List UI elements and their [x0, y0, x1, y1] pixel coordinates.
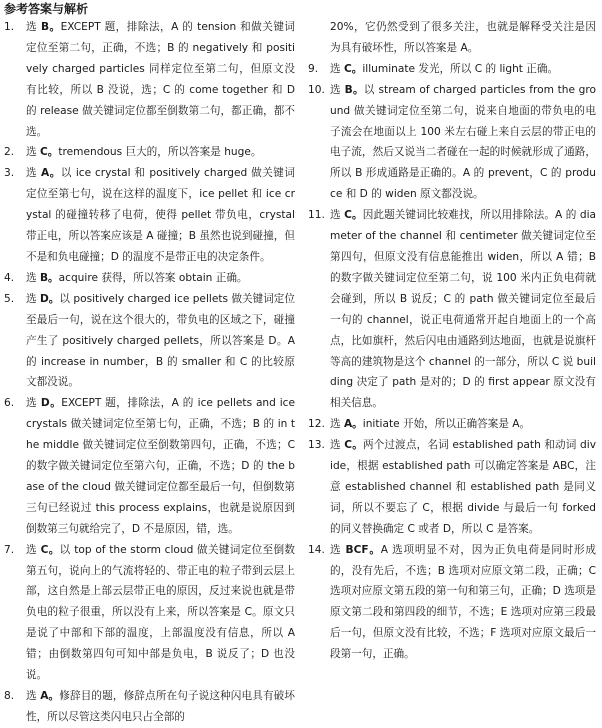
answer-number: 12. [308, 418, 325, 431]
answer-text: 以 stream of charged particles from the ground 做关键词定位至第二句，说来自地面的带负电的电子流会在地面以上 100 米左右碰上来自云层的带正电的电子流，然后又说当二者碰在一起的时候就形成了通路，所以 B 形成通路是正确的。A 的 prevent，C 的 produce 和 D 的 widen 原文都没说。 [330, 83, 596, 201]
answer-item [4, 289, 295, 394]
answer-explanation [330, 435, 596, 540]
answer-number: 6. [4, 397, 15, 410]
answer-number: 10. [308, 83, 325, 96]
answer-number: 13. [308, 439, 325, 452]
answer-explanation [26, 393, 295, 539]
answer-choice: C。 [344, 439, 363, 452]
answer-item [308, 205, 596, 414]
answer-prefix: 选 [330, 439, 345, 452]
answer-choice: A。 [41, 167, 61, 180]
answer-item [308, 540, 596, 665]
answer-text: 两个过渡点，名词 established path 和动词 divide，根据 established path 可以确定答案是 ABC，注意 established channel 和 established path 是同义词，所以不要忘了 C，根据 divide 与最后一句 forked 的同义替换确定 C 或者 D，所以 C 是答案。 [330, 439, 596, 535]
answer-text: 以 ice crystal 和 positively charged 做关键词定位至第七句，说在这样的温度下，ice pellet 和 ice crystal 的碰撞转移了电荷，使得 pellet 带负电，crystal 带正电，所以答案应该是 A 碰撞；B 虽然也说到碰撞，但不是和负电碰撞；D 的温度不是带正电的决定条件。 [26, 167, 296, 263]
answer-number: 8. [4, 690, 15, 702]
answer-text: EXCEPT 题，排除法，A 的 tension 和做关键词定位至第二句，正确，不选；B 的 negatively 和 positively charged particles 同样定位至第二句，但原文没有比较，所以 B 没说，选；C 的 come together 和 D 的 release 做关键词定位都至倒数第二句，都正确，都不选。 [26, 21, 296, 138]
answer-prefix: 选 [26, 271, 40, 284]
answer-text: 20%，它仍然受到了很多关注，也就是解释受关注是因为具有破坏性，所以答案是 A。 [330, 21, 596, 54]
answer-choice: C。 [343, 62, 363, 75]
answer-choice: C。 [40, 543, 60, 556]
answer-number: 2. [4, 146, 15, 159]
answer-item [4, 393, 295, 539]
left-column [4, 17, 295, 728]
answer-explanation [26, 686, 295, 728]
answer-explanation [26, 540, 295, 686]
answer-explanation [330, 414, 596, 435]
answer-item [4, 686, 295, 728]
answer-choice: A。 [343, 418, 363, 431]
two-column-layout [4, 17, 596, 728]
right-answer-list [308, 17, 596, 665]
answer-prefix: 选 [26, 690, 41, 702]
answer-explanation [26, 289, 295, 394]
answer-number: 11. [308, 209, 325, 222]
answer-prefix: 选 [26, 167, 41, 180]
answer-item [308, 80, 596, 205]
answer-choice: D。 [40, 397, 62, 410]
answer-number: 14. [308, 543, 325, 556]
answer-choice: B。 [39, 271, 59, 284]
answer-text: tremendous 巨大的，所以答案是 huge。 [58, 146, 262, 159]
answer-prefix: 选 [330, 543, 346, 556]
answer-item [4, 540, 295, 686]
answer-explanation [330, 205, 596, 414]
page-heading: 参考答案与解析 [4, 2, 89, 16]
answer-prefix: 选 [330, 83, 345, 96]
answer-explanation [26, 268, 295, 289]
answer-number: 3. [4, 167, 15, 180]
answer-number: 7. [4, 543, 15, 556]
answer-text: 以 top of the storm cloud 做关键词定位至倒数第五句，说向上的气流将轻的、带正电的粒子带到云层上部，这自然是上部云层带正电的原因，反过来说也就是带负电的粒子很重，所以没有上来，所以答案是 C。原文只是说了中部和下部的温度，上部温度没有信息，所以 A 错；由倒数第四句可知中部是负电，B 说反了；D 也没说。 [26, 543, 295, 682]
answer-prefix: 选 [330, 62, 344, 75]
answer-number: 1. [4, 21, 15, 33]
answer-prefix: 选 [26, 397, 41, 410]
answer-item [308, 414, 596, 435]
answer-text: initiate 开始，所以正确答案是 A。 [362, 418, 531, 431]
answer-choice: D。 [39, 292, 60, 305]
right-column [308, 17, 596, 728]
answer-item [4, 17, 295, 142]
answer-choice: C。 [39, 146, 59, 159]
answer-prefix: 选 [330, 418, 344, 431]
answer-text: illuminate 发光，所以 C 的 light 正确。 [362, 62, 559, 75]
answer-item [4, 163, 295, 268]
answer-item [308, 59, 596, 80]
answer-text: 以 positively charged ice pellets 做关键词定位至最后一句，说在这个很大的，带负电的区域之下，碰撞产生了 positively charged pellets，所以答案是 D。A 的 increase in number，B 的 smaller 和 C 的比较原文都没说。 [26, 292, 296, 389]
answer-text: EXCEPT 题，排除法，A 的 ice pellets and ice crystals 做关键词定位至第七句，正确，不选；B 的 in the middle 做关键词定位至倒数第四句，正确，不选；C 的数字做关键词定位至第六句，正确，不选；D 的 the base of the cloud 做关键词定位都至最后一句，但倒数第三句已经说过 this process explains，也就是说原因到倒数第三句就给完了，D 不是原因，错，选。 [26, 397, 296, 535]
answer-item [4, 142, 295, 163]
answer-item [308, 435, 596, 540]
answer-explanation [330, 17, 596, 59]
left-answer-list [4, 17, 295, 728]
answer-prefix: 选 [26, 292, 40, 305]
answer-text: 修辞目的题，修辞点所在句子说这种闪电具有破坏性，所以尽管这类闪电只占全部的 [26, 690, 295, 723]
answer-prefix: 选 [330, 209, 345, 222]
answer-number [308, 17, 330, 59]
answer-choice: A。 [40, 690, 60, 702]
answer-number: 4. [4, 271, 15, 284]
answer-text: acquire 获得，所以答案 obtain 正确。 [58, 271, 248, 284]
answer-item [4, 268, 295, 289]
answer-choice: B。 [344, 83, 364, 96]
answer-explanation [330, 540, 596, 665]
answer-explanation [26, 17, 295, 142]
answer-explanation [330, 80, 596, 205]
answer-prefix: 选 [26, 543, 41, 556]
answer-number: 9. [308, 62, 319, 75]
answer-number: 5. [4, 292, 15, 305]
answer-explanation [330, 59, 596, 80]
answer-prefix: 选 [26, 146, 40, 159]
answer-choice: B。 [40, 21, 61, 33]
answer-explanation [26, 142, 295, 163]
answer-explanation [26, 163, 295, 268]
answer-text: A 选项明显不对，因为正负电荷是同时形成的，没有先后，不选；B 选项对应原文第二段，正确；C 选项对应原文第五段的第一句和第三句，正确；D 选项是原文第二段和第四段的细节，不选；E 选项对应第三段最后一句，但原文没有比较，不选；F 选项对应原文最后一段第一句，正确。 [330, 543, 596, 661]
answer-choice: C。 [344, 209, 363, 222]
answer-prefix: 选 [26, 21, 41, 33]
answer-item [308, 17, 596, 59]
answer-text: 因此题关键词比较难找，所以用排除法。A 的 diameter of the channel 和 centimeter 做关键词定位至第四句，但原文没有信息能推出 widen，所以 A 错；B 的数字做关键词定位至第二句，说 100 米内正负电荷就会碰到，所以 B 说反；C 的 path 做关键词定位至最后一句的 channel，说正电荷通常开起自地面上的一个高点，比如旗杆，然后闪电由通路到达地面，也就是说旗杆等高的建筑物是这个 channel 的一部分，所以 C 说 building 决定了 path 是对的；D 的 first appear 原文没有相关信息。 [330, 209, 597, 410]
answer-choice: BCF。 [345, 543, 381, 556]
